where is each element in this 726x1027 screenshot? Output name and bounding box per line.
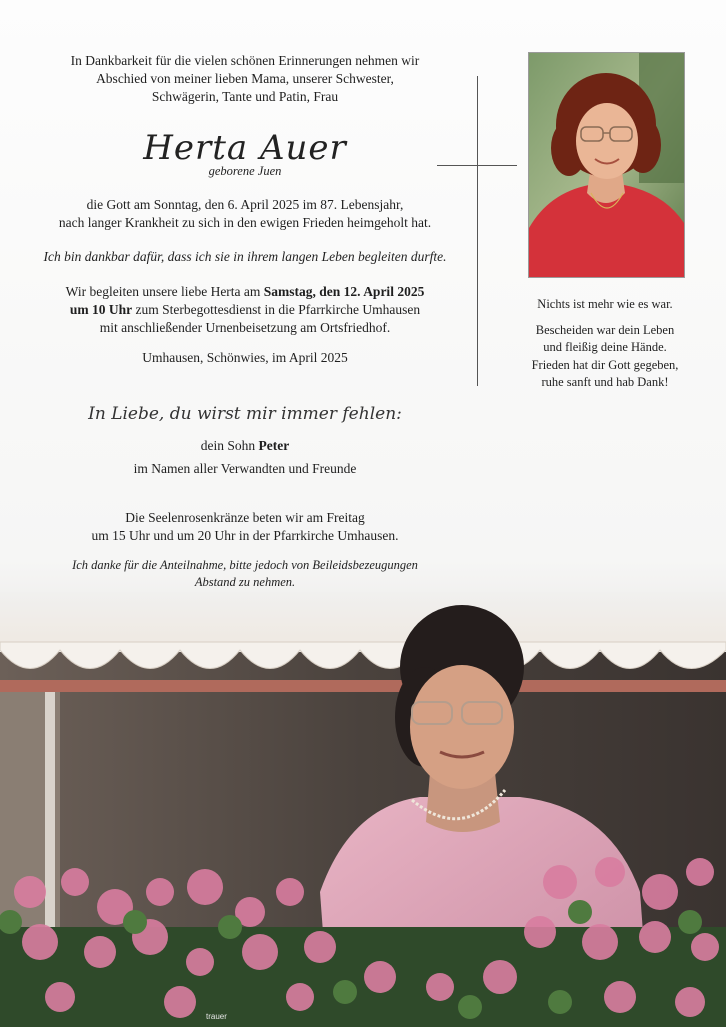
relatives-line: im Namen aller Verwandten und Freunde: [133, 461, 357, 476]
portrait-illustration: [529, 53, 684, 277]
service-line-3: mit anschließender Urnenbeisetzung am Ortsfriedhof.: [99, 320, 391, 335]
service-date: Samstag, den 12. April 2025: [263, 284, 425, 299]
poem-line-4: Frieden hat dir Gott gegeben,: [531, 357, 679, 372]
rosary-line-2: um 15 Uhr und um 20 Uhr in der Pfarrkirche Umhausen.: [91, 528, 399, 543]
footer-watermark: trauer: [206, 1012, 227, 1021]
place-date: Umhausen, Schönwies, im April 2025: [142, 350, 348, 365]
service-line-2: [20, 301, 470, 319]
service-line-1-a: Wir begleiten unsere liebe Herta am: [65, 284, 264, 299]
cross-vertical: [477, 76, 478, 386]
intro-line-3: Schwägerin, Tante und Patin, Frau: [151, 89, 339, 104]
poem: [505, 296, 705, 392]
poem-line-5: ruhe sanft und hab Dank!: [541, 375, 669, 389]
son-prefix: dein Sohn: [200, 438, 259, 453]
intro-line-2: Abschied von meiner lieben Mama, unserer Schwester,: [96, 71, 394, 86]
thanks-line-1: Ich danke für die Anteilnahme, bitte jedoch von Beileidsbezeugungen: [72, 558, 418, 572]
poem-line-1: Nichts ist mehr wie es war.: [537, 297, 673, 311]
intro-text: [30, 52, 460, 106]
son-line: [40, 437, 450, 455]
thanks-line-2: Abstand zu nehmen.: [194, 575, 296, 589]
poem-line-3: und fleißig deine Hände.: [543, 340, 667, 354]
balcony-photo: [0, 592, 726, 1027]
passing-text: [20, 196, 470, 232]
service-line-2-b: zum Sterbegottesdienst in die Pfarrkirche Umhausen: [132, 302, 421, 317]
passing-line-1: die Gott am Sonntag, den 6. April 2025 im 87. Lebensjahr,: [86, 197, 404, 212]
birth-name: geborene Juen: [208, 164, 282, 178]
deceased-name: Herta Auer: [143, 128, 347, 168]
rosary-text: [30, 509, 460, 545]
thanks-text: [20, 557, 470, 591]
passing-line-2: nach langer Krankheit zu sich in den ewigen Frieden heimgeholt hat.: [58, 215, 432, 230]
cross-horizontal: [437, 165, 517, 166]
service-line-1: [20, 283, 470, 301]
poem-line-2: Bescheiden war dein Leben: [535, 322, 675, 337]
son-name: Peter: [258, 438, 290, 453]
service-time: um 10 Uhr: [69, 302, 133, 317]
intro-line-1: In Dankbarkeit für die vielen schönen Erinnerungen nehmen wir: [70, 53, 420, 68]
gratitude-text: Ich bin dankbar dafür, dass ich sie in ihrem langen Leben begleiten durfte.: [43, 249, 447, 264]
farewell-line: In Liebe, du wirst mir immer fehlen:: [88, 404, 402, 424]
rosary-line-1: Die Seelenrosenkränze beten wir am Freitag: [125, 510, 365, 525]
mourners: [40, 437, 450, 478]
service-text: [20, 283, 470, 337]
portrait-photo: [528, 52, 685, 278]
balcony-illustration: [0, 592, 726, 1027]
